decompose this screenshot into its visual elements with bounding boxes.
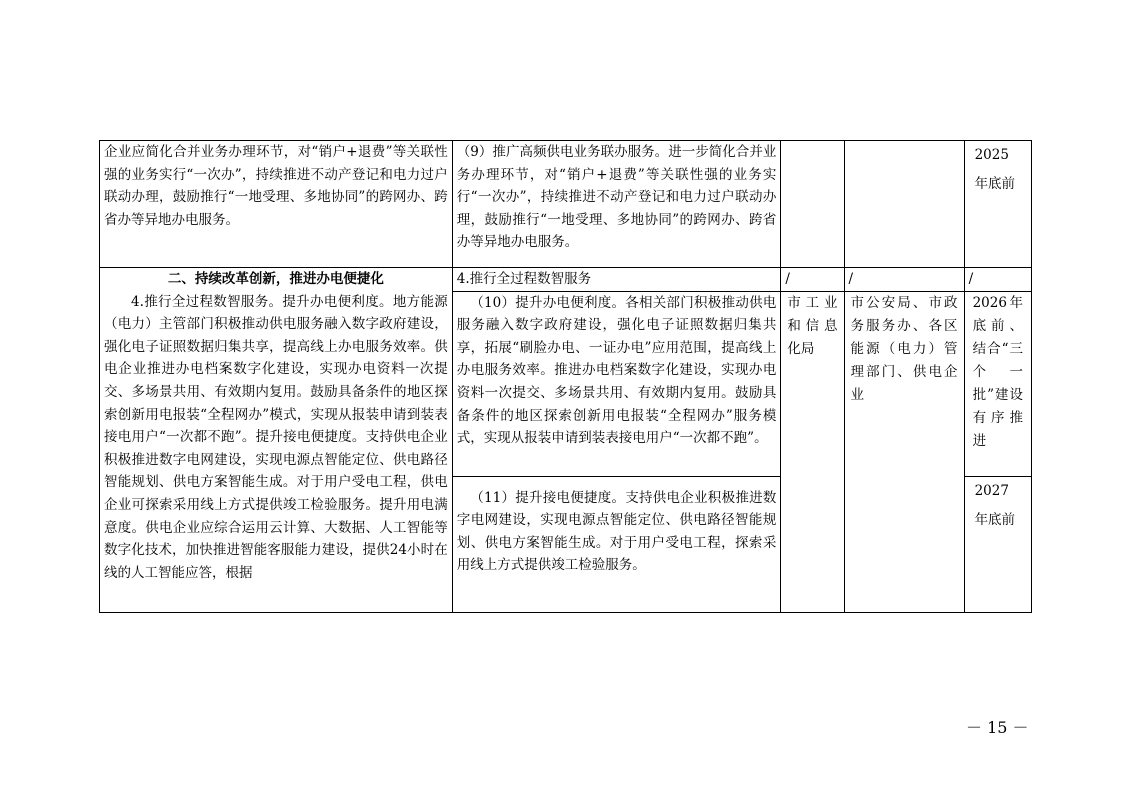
deadline-cell-item11: 2027年底前 [964, 476, 1031, 612]
task-heading-cell: 4.推行全过程数智服务 [452, 268, 781, 292]
table-row-section-heading [100, 268, 1032, 292]
task-item-11-cell [452, 476, 781, 612]
task-item-10-cell [452, 291, 781, 476]
policy-text-cell-section2 [100, 268, 453, 613]
section-heading: 二、持续改革创新，推进办电便捷化 [167, 271, 384, 287]
policy-paragraph: 4.推行全过程数智服务。提升办电便利度。地方能源（电力）主管部门积极推动供电服务融入数字政府建设，强化电子证照数据归集共享，提高线上办电服务效率。供电企业推进办电档案数字化建设，实现办电资料一次提交、多场景共用、有效期内复用。鼓励具备条件的地区探索创新用电报装“全程网办”模式，实现从报装申请到装表接电用户“一次都不跑”。提升接电便捷度。支持供电企业积极推进数字电网建设，实现电源点智能定位、供电路径智能规划、供电方案智能生成。对于用户受电工程，供电企业可探索采用线上方式提供竣工检验服务。提升用电满意度。供电企业应综合运用云计算、大数据、人工智能等数字化技术，加快推进智能客服能力建设，提供24小时在线的人工智能应答，根据 [104, 293, 448, 581]
task-item-11-text: （11）提升接电便捷度。支持供电企业积极推进数字电网建设，实现电源点智能定位、供电路径智能规划、供电方案智能生成。对于用户受电工程，探索采用线上方式提供竣工检验服务。 [456, 489, 777, 574]
policy-task-table [99, 140, 1032, 613]
policy-text-cell: 企业应简化合并业务办理环节，对“销户+退费”等关联性强的业务实行“一次办”，持续推进不动产登记和电力过户联动办理，鼓励推行“一地受理、多地协同”的跨网办、跨省办等异地办电服务。 [100, 141, 453, 268]
table-row-item9 [100, 141, 1032, 268]
task-item-9-cell: （9）推广高频供电业务联办服务。进一步简化合并业务办理环节，对“销户+退费”等关联性强的业务实行“一次办”，持续推进不动产登记和电力过户联动办理，鼓励推行“一地受理、多地协同”的跨网办、跨省办等异地办电服务。 [452, 141, 781, 268]
task-item-10-text: （10）提升办电便利度。各相关部门积极推动供电服务融入数字政府建设，强化电子证照数据归集共享，拓展“刷脸办电、一证办电”应用范围，提高线上办电服务效率。推进办电档案数字化建设，实现办电资料一次提交、多场景共用、有效期内复用。鼓励具备条件的地区探索创新用电报装“全程网办”服务模式，实现从报装申请到装表接电用户“一次都不跑”。 [456, 294, 777, 447]
slash-cell-lead: / [781, 268, 844, 292]
coop-dept-cell: 市公安局、市政务服务办、各区能源（电力）管理部门、供电企业 [844, 291, 964, 612]
slash-cell-deadline: / [964, 268, 1031, 292]
lead-dept-cell-empty [781, 141, 844, 268]
coop-dept-cell-empty [844, 141, 964, 268]
slash-cell-coop: / [844, 268, 964, 292]
deadline-cell-item10: 2026年底前、结合“三个一批”建设有序推进 [964, 291, 1031, 476]
lead-dept-cell: 市工业和信息化局 [781, 291, 844, 612]
deadline-cell-item9: 2025年底前 [964, 141, 1031, 268]
page-number: － 15 － [966, 718, 1029, 737]
